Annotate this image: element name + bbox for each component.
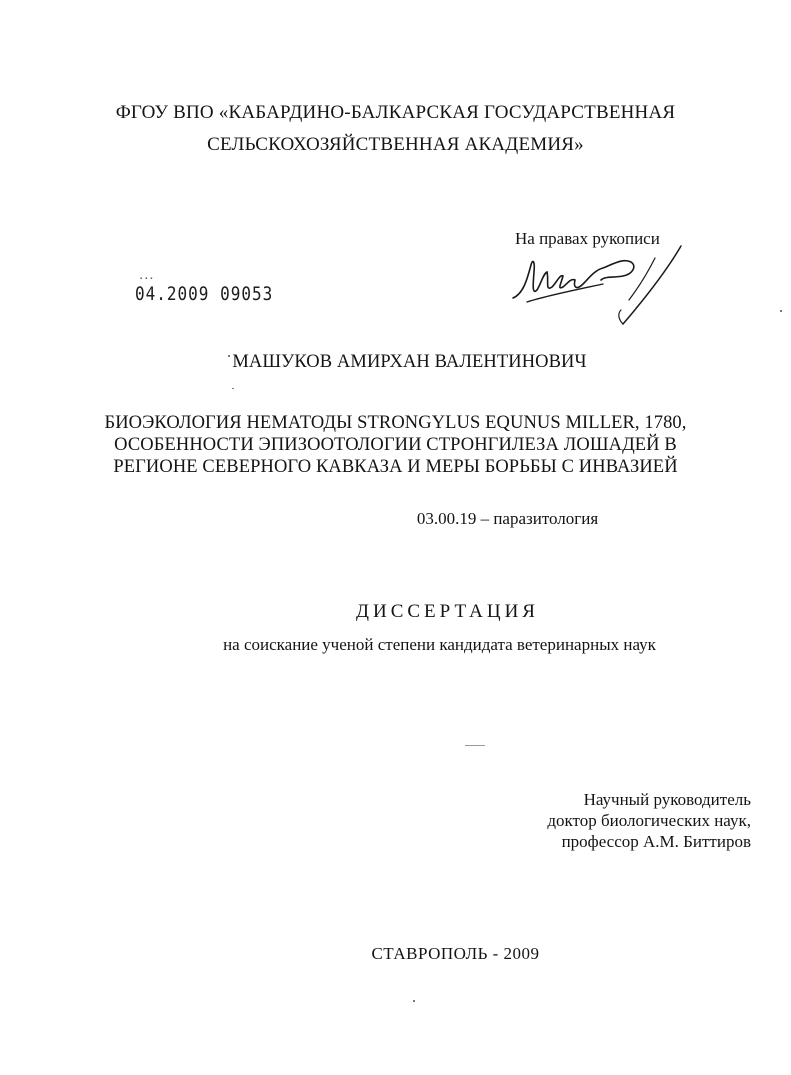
author-name: МАШУКОВ АМИРХАН ВАЛЕНТИНОВИЧ xyxy=(232,352,587,372)
institution-line-1: ФГОУ ВПО «КАБАРДИНО-БАЛКАРСКАЯ ГОСУДАРСТВЕННАЯ xyxy=(115,102,676,123)
stamp-marks: ▪▪▪ xyxy=(140,276,156,282)
title-line-3: РЕГИОНЕ СЕВЕРНОГО КАВКАЗА И МЕРЫ БОРЬБЫ С ИНВАЗИЕЙ xyxy=(113,457,678,477)
specialty-code: 03.00.19 – паразитология xyxy=(416,509,599,528)
document-type: ДИССЕРТАЦИЯ xyxy=(356,601,539,622)
scan-speck xyxy=(413,1000,415,1002)
supervisor-line-3: профессор А.М. Биттиров xyxy=(561,832,751,851)
supervisor-block xyxy=(547,789,751,852)
title-line-1: БИОЭКОЛОГИЯ НЕМАТОДЫ STRONGYLUS EQUNUS MILLER, 1780, xyxy=(104,413,687,433)
scan-speck xyxy=(465,745,485,746)
title-line-2: ОСОБЕННОСТИ ЭПИЗООТОЛОГИИ СТРОНГИЛЕЗА ЛОШАДЕЙ В xyxy=(114,435,677,455)
scan-speck xyxy=(232,388,234,389)
manuscript-note: На правах рукописи xyxy=(515,229,660,248)
institution-line-2: СЕЛЬСКОХОЗЯЙСТВЕННАЯ АКАДЕМИЯ» xyxy=(207,134,584,155)
city-year: СТАВРОПОЛЬ - 2009 xyxy=(371,944,540,963)
scan-speck xyxy=(780,310,782,312)
degree-description: на соискание ученой степени кандидата ветеринарных наук xyxy=(223,635,656,654)
supervisor-line-1: Научный руководитель xyxy=(583,790,751,809)
supervisor-line-2: доктор биологических наук, xyxy=(547,811,751,830)
scan-speck xyxy=(228,355,230,357)
author-signature xyxy=(505,240,695,330)
registration-stamp: 04.2009 09053 xyxy=(135,282,274,305)
